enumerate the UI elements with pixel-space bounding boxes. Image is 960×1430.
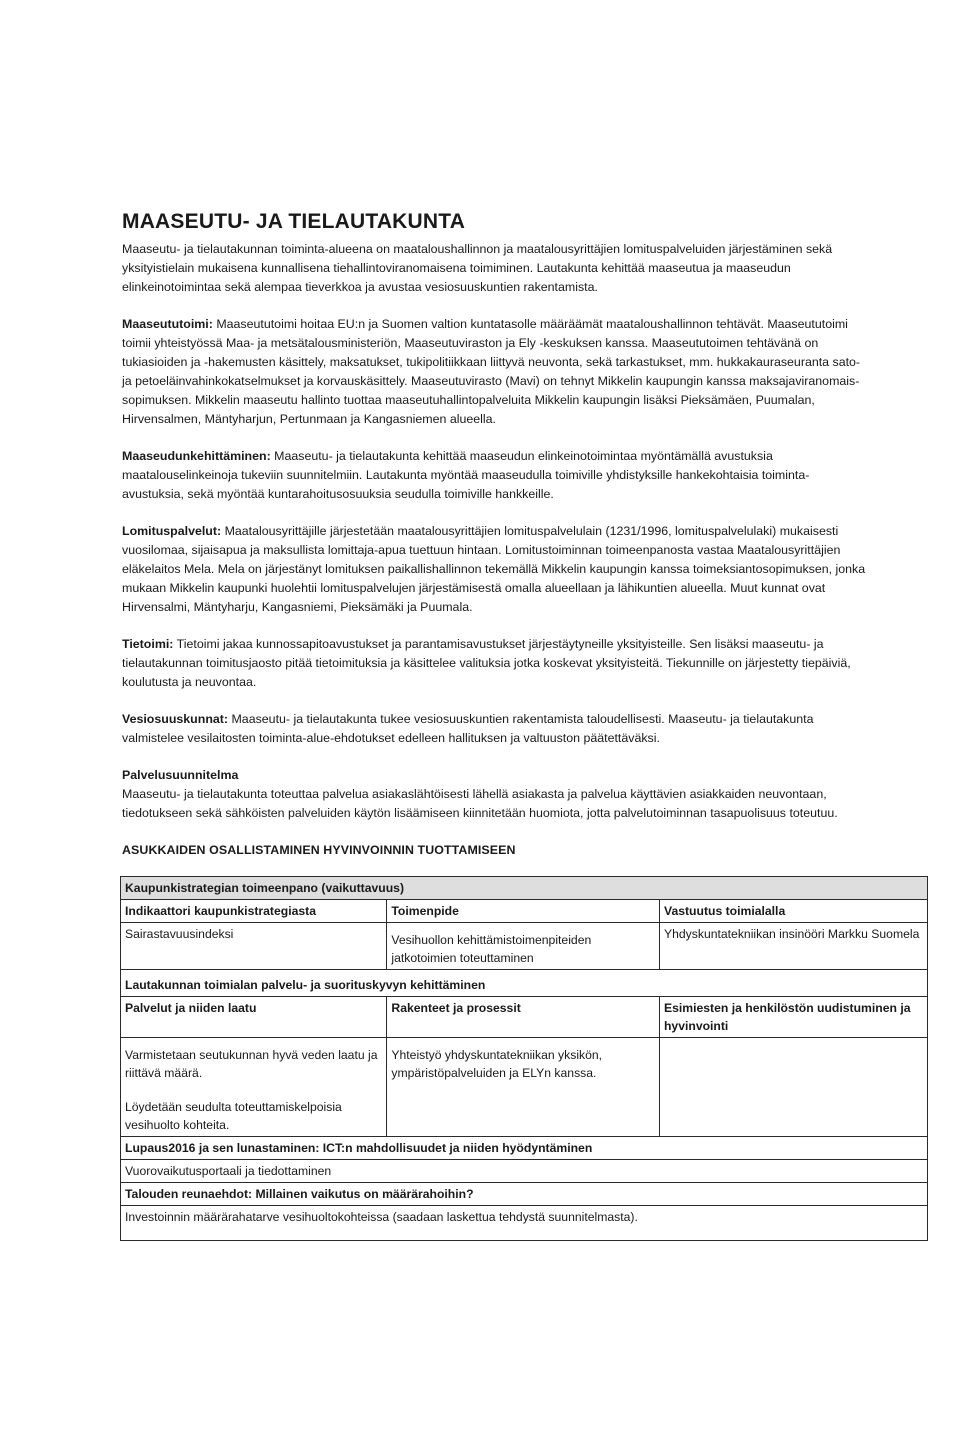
section-label: Lomituspalvelut:	[122, 524, 222, 538]
section-text: Maaseututoimi hoitaa EU:n ja Suomen valtion kuntatasolle määräämät maataloushallinnon tehtävät. Maaseututoimi toimii yhteistyössä Maa- ja metsätalousministeriön, Maaseutuviraston ja Ely -keskuksen kanssa. Maaseututoimen tehtävänä on tukiasioiden ja -hakemusten käsittely, maksatukset, tukipolitiikkaan liittyvä neuvonta, sekä tarkastukset, mm. hukkakauraseuranta sato- ja petoeläinvahinkokatselmukset ja korvauskäsittely. Maaseutuvirasto (Mavi) on tehnyt Mikkelin kaupungin kanssa maksajaviranomais-sopimuksen. Mikkelin maaseutu hallinto tuottaa maaseutuhallintopalveluita Mikkelin kaupungin lisäksi Pieksämäen, Puumalan, Hirvensalmen, Mäntyharjun, Pertunmaan ja Kangasniemen alueella.	[122, 317, 861, 426]
lupaus-text: Vuorovaikutusportaali ja tiedottaminen	[121, 1160, 928, 1183]
table-cell	[659, 1038, 927, 1085]
table-cell: Yhteistyö yhdyskuntatekniikan yksikön, ympäristöpalveluiden ja ELYn kanssa.	[387, 1038, 660, 1085]
table-cell: Sairastavuusindeksi	[121, 923, 387, 970]
lupaus-header: Lupaus2016 ja sen lunastaminen: ICT:n mahdollisuudet ja niiden hyödyntäminen	[121, 1137, 928, 1160]
dev-col-header-palvelut: Palvelut ja niiden laatu	[121, 997, 387, 1038]
section-label: Vesiosuuskunnat:	[122, 712, 229, 726]
section-text: Maaseutu- ja tielautakunta kehittää maaseudun elinkeinotoimintaa myöntämällä avustuksia maatalouselinkeinoja tukeviin suunnitelmiin. Lautakunta myöntää maaseudulla toimiville yhdistyksille hankekohtaisia toiminta-avustuksia, sekä myöntää kuntarahoitusosuuksia seudulla toimiville hankkeille.	[122, 449, 810, 501]
strategy-header: Kaupunkistrategian toimeenpano (vaikuttavuus)	[121, 877, 928, 900]
dev-col-header-esimiesten: Esimiesten ja henkilöstön uudistuminen ja hyvinvointi	[659, 997, 927, 1038]
section-text: Maatalousyrittäjille järjestetään maatalousyrittäjien lomituspalvelulain (1231/1996, lomituspalvelulaki) mukaisesti vuosilomaa, sijaisapua ja maksullista lomittaja-apua tuettuun hintaan. Lomitustoiminnan toimeenpanosta vastaa Maatalousyrittäjien eläkelaitos Mela. Mela on järjestänyt lomituksen paikallishallinnon tekemällä Mikkelin kaupungin kanssa toimeksiantosopimuksen, jonka mukaan Mikkelin kaupunki huolehtii lomituspalvelujen järjestämisestä omalla alueellaan ja lähikuntien alueella. Muut kunnat ovat Hirvensalmi, Mäntyharju, Kangasniemi, Pieksämäki ja Puumala.	[122, 524, 866, 614]
palvelusuunnitelma-text: Maaseutu- ja tielautakunta toteuttaa palvelua asiakaslähtöisesti lähellä asiakasta ja palvelua käyttävien asiakkaiden neuvontaan, tiedotukseen sekä sähköisten palveluiden käytön lisäämiseen kiinnitetään huomiota, jotta palvelutoiminnan tasapuolisuus toteutuu.	[122, 787, 838, 820]
document-title: MAASEUTU- JA TIELAUTAKUNTA	[122, 210, 466, 233]
section-text: Maaseutu- ja tielautakunta tukee vesiosuuskuntien rakentamista taloudellisesti. Maaseutu- ja tielautakunta valmistelee vesilaitosten toiminta-alue-ehdotukset edelleen hallituksen ja valtuuston päätettäväksi.	[122, 712, 814, 745]
strategy-table	[120, 876, 928, 1241]
table-cell: Löydetään seudulta toteuttamiskelpoisia vesihuolto kohteita.	[121, 1084, 387, 1137]
table-cell: Vesihuollon kehittämistoimenpiteiden jatkotoimien toteuttaminen	[387, 923, 660, 970]
table-cell: Varmistetaan seutukunnan hyvä veden laatu ja riittävä määrä.	[121, 1038, 387, 1085]
section-label: Maaseudunkehittäminen:	[122, 449, 271, 463]
section-vesiosuuskunnat	[122, 710, 870, 748]
document-page	[122, 210, 920, 1241]
col-header-vastuutus: Vastuutus toimialalla	[659, 900, 927, 923]
dev-col-header-rakenteet: Rakenteet ja prosessit	[387, 997, 660, 1038]
table-cell	[387, 1084, 660, 1137]
col-header-indikaattori: Indikaattori kaupunkistrategiasta	[121, 900, 387, 923]
section-lomituspalvelut	[122, 522, 870, 617]
talous-text: Investoinnin määrärahatarve vesihuoltokohteissa (saadaan laskettua tehdystä suunnitelmasta).	[121, 1206, 928, 1241]
section-maaseututoimi	[122, 315, 870, 429]
table-cell	[659, 1084, 927, 1137]
col-header-toimenpide: Toimenpide	[387, 900, 660, 923]
section-text: Tietoimi jakaa kunnossapitoavustukset ja parantamisavustukset järjestäytyneille yksityisteille. Sen lisäksi maaseutu- ja tielautakunnan toimitusjaosto pitää tietoimituksia ja käsittelee valituksia jotka koskevat yksityisteitä. Tiekunnille on järjestetty tiepäiviä, koulutusta ja neuvontaa.	[122, 637, 851, 689]
table-cell: Yhdyskuntatekniikan insinööri Markku Suomela	[659, 923, 927, 970]
section-label: Maaseututoimi:	[122, 317, 213, 331]
talous-header: Talouden reunaehdot: Millainen vaikutus on määrärahoihin?	[121, 1183, 928, 1206]
osallistaminen-title: ASUKKAIDEN OSALLISTAMINEN HYVINVOINNIN TUOTTAMISEEN	[122, 843, 516, 857]
intro-paragraph: Maaseutu- ja tielautakunnan toiminta-alueena on maataloushallinnon ja maatalousyrittäjien lomituspalveluiden järjestäminen sekä yksityistielain mukaisena kunnallisena tiehallintoviranomaisena toimiminen. Lautakunta kehittää maaseutua ja maaseudun elinkeinotoimintaa sekä alempaa tieverkkoa ja avustaa vesiosuuskuntien rakentamista.	[122, 242, 833, 294]
dev-header: Lautakunnan toimialan palvelu- ja suorituskyvyn kehittäminen	[121, 970, 928, 997]
section-label: Tietoimi:	[122, 637, 174, 651]
section-tietoimi	[122, 635, 870, 692]
section-maaseudunkehittaminen	[122, 447, 870, 504]
palvelusuunnitelma-title: Palvelusuunnitelma	[122, 768, 239, 782]
